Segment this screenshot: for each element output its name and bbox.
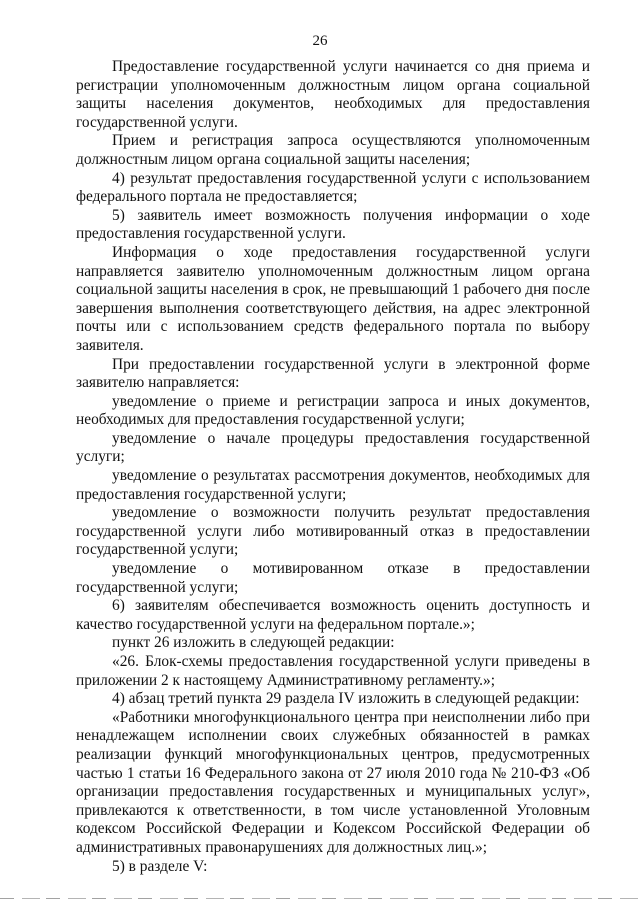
- scan-edge-line: [0, 898, 640, 899]
- paragraph: 4) абзац третий пункта 29 раздела IV изложить в следующей редакции:: [112, 690, 580, 708]
- document-body: [76, 58, 590, 876]
- paragraph: Информация о ходе предоставления государственной услуги направляется заявителю уполномоченным должностным лицом органа социальной защиты населения в срок, не превышающий 1 рабочего дня после завершения выполнения соответствующего действия, на адрес электронной почты или с использованием средств федерального портала по выбору заявителя.: [76, 243, 590, 354]
- paragraph: уведомление о приеме и регистрации запроса и иных документов, необходимых для предоставления государственной услуги;: [76, 392, 590, 429]
- paragraph: уведомление о начале процедуры предоставления государственной услуги;: [76, 429, 590, 466]
- paragraph: При предоставлении государственной услуги в электронной форме заявителю направляется:: [76, 355, 590, 392]
- paragraph: Прием и регистрация запроса осуществляются уполномоченным должностным лицом органа социальной защиты населения;: [76, 132, 590, 168]
- paragraph: уведомление о результатах рассмотрения документов, необходимых для предоставления государственной услуги;: [76, 467, 590, 503]
- paragraph: уведомление о возможности получить результат предоставления государственной услуги либо мотивированный отказ в предоставлении государственной услуги;: [76, 504, 590, 559]
- paragraph: 4) результат предоставления государственной услуги с использованием федерального портала не предоставляется;: [76, 169, 590, 206]
- paragraph: «26. Блок-схемы предоставления государственной услуги приведены в приложении 2 к настоящему Административному регламенту.»;: [76, 653, 590, 689]
- paragraph: 5) в разделе V:: [112, 857, 208, 875]
- paragraph: Предоставление государственной услуги начинается со дня приема и регистрации уполномоченным должностным лицом органа социальной защиты населения документов, необходимых для предоставления государственной услуги.: [76, 58, 590, 131]
- paragraph: уведомление о мотивированном отказе в предоставлении государственной услуги;: [76, 560, 590, 596]
- paragraph: 5) заявитель имеет возможность получения информации о ходе предоставления государственной услуги.: [76, 206, 590, 243]
- paragraph: 6) заявителям обеспечивается возможность оценить доступность и качество государственной услуги на федеральном портале.»;: [76, 597, 590, 633]
- page-number: 26: [312, 33, 328, 49]
- paragraph: пункт 26 изложить в следующей редакции:: [112, 634, 395, 652]
- paragraph: «Работники многофункционального центра при неисполнении либо при ненадлежащем исполнении своих служебных обязанностей в рамках реализации функций многофункциональных центров, предусмотренных частью 1 статьи 16 Федерального закона от 27 июля 2010 года № 210-ФЗ «Об организации предоставления государственных и муниципальных услуг», привлекаются к ответственности, в том числе установленной Уголовным кодексом Российской Федерации и Кодексом Российской Федерации об административных правонарушениях для должностных лиц.»;: [76, 708, 590, 856]
